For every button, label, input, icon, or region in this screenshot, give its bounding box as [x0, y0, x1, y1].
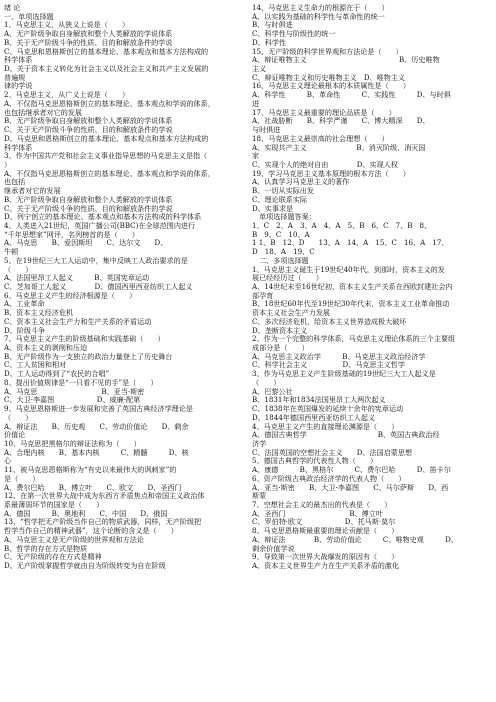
text-line: 成部分是（ ） [252, 344, 309, 353]
text-line: 科学体系 [4, 143, 33, 152]
text-line: 13、“哲学把无产阶级当作自己的物质武器，同样，无产阶级把 [4, 518, 202, 527]
text-line: 系最薄弱环节的国家是（ ） [4, 500, 104, 509]
text-line: A、马克思主义政治学 B、马克思主义政治经济学 [252, 352, 426, 361]
text-line: 8、马克思恩格斯最重要的理论贡献是（ ） [252, 527, 399, 536]
text-line: A、实现共产主义 B、消灭阶级、消灭国 [252, 143, 426, 152]
text-line: 普遍规 [4, 73, 26, 82]
text-line: 一、单项选择题 [4, 12, 54, 21]
text-line: D、无产阶级掌握哲学就由自为阶级转变为自在阶级 [4, 562, 166, 570]
text-line: 进 [252, 99, 260, 108]
text-line: B、无产阶级作为一支独立的政治力量登上了历史舞台 [4, 352, 173, 361]
text-line: 绪 论 [4, 4, 21, 12]
text-line: 7、马克思主义产生的阶级基础和实践基础（ ） [4, 335, 165, 344]
text-line: C、实现个人的绝对自由 D、实现人权 [252, 160, 398, 169]
text-line: 6、马克思主义产生的经济根源是（ ） [4, 291, 137, 300]
text-line: C、罗伯特·欧文 D、托马斯·莫尔 [252, 518, 396, 527]
text-line: 9、导致第一次世界大战爆发的原因有（ ） [252, 553, 399, 562]
text-line: 5、在19世纪三大工人运动中，集中反映工人政治要求的是 [4, 256, 188, 265]
text-line: B、无产阶级争取自身解放和整个人类解放的学说体系 [4, 117, 173, 126]
text-line: （ ） [4, 265, 33, 274]
text-line: 是（ ） [4, 474, 40, 483]
text-line: （ ） [252, 378, 281, 387]
text-line: A、无产阶级争取自身解放和整个人类解放的学说体系 [4, 30, 173, 39]
text-line: C、关于无产阶级斗争的性质、目的和解放条件的学说 [4, 126, 173, 135]
text-line: 7、空想社会主义的最杰出的代表是（ ） [252, 500, 392, 509]
right-text-column [252, 4, 484, 571]
text-line: 5、德国古典哲学的代表性人物（ ） [252, 457, 378, 466]
text-line: 1、马克思主义，从狭义上说是（ ） [4, 21, 130, 30]
text-line: 继承者对它的发展 [4, 187, 61, 196]
text-line: C、资本主义社会生产力和生产关系的矛盾运动 [4, 317, 152, 326]
text-line: 1、C 2、A 3、A 4、A 5、B 6、C 7、B 8、 [252, 221, 432, 230]
text-line: 二、多项选择题 [252, 256, 309, 265]
text-line: C、法国英国的空想社会主义 D、法国启蒙思想 [252, 448, 413, 457]
text-line: 9、马克思恩格斯进一步发展和完善了英国古典经济学理论是 [4, 405, 193, 414]
text-line: B、18世纪60年代至19世纪30年代末，资本主义工业革命推动 [252, 300, 450, 309]
text-line: A、不仅指马克思恩格斯创立的基本理论、基本观点和学说的体系， [4, 99, 215, 108]
text-line: A、圣西门 B、傅立叶 [252, 509, 383, 518]
text-line: 4、马克思主义产生的直接理论渊源是（ ） [252, 422, 399, 431]
text-line: A、辩证唯物主义 B、历史唯物 [252, 56, 440, 65]
text-line: 3、作为马克思主义产生阶级基础的19世纪三大工人起义是 [252, 370, 436, 379]
text-line: A、不仅指马克思恩格斯创立的基本理论、基本观点和学说的体系， [4, 169, 215, 178]
text-line: 展已经经历过（ ） [252, 274, 323, 283]
left-text-column [4, 4, 236, 571]
text-line: D、科学性 [252, 38, 287, 47]
text-line: D、列宁创立的基本理论、基本观点和基本方法构成的科学体系 [4, 213, 202, 222]
text-line: A、马克思 B、爱因斯坦 C、达尔文 D、 [4, 239, 168, 248]
text-line: A、以实践为基础的科学性与革命性的统一 [252, 12, 385, 21]
text-line: A、资本主义的剥削和压迫 [4, 344, 88, 353]
text-line: 14、马克思主义生命力的根源在于（ ） [252, 4, 389, 12]
text-line: C、科学性与阶级性的统一 [252, 30, 336, 39]
text-line: 部孕育 [252, 291, 274, 300]
text-line: D 18、A 19、C [252, 248, 315, 257]
text-line: 资本主义社会生产力发展 [252, 309, 331, 318]
text-line: C、理论联系实际 [252, 195, 308, 204]
text-line: C、芝加哥工人起义 D、德国西里西亚纺织工人起义 [4, 283, 193, 291]
text-line: C、无产阶级的存在方式是精神 [4, 553, 102, 562]
text-line: 12、在第一次世界大战中成为东西方矛盾焦点和帝国主义政治体 [4, 492, 205, 501]
text-line: C、关于无产阶级斗争的性质、目的和解放条件的学说 [4, 204, 173, 213]
text-line: A、康德 B、黑格尔 C、费尔巴哈 D、笛卡尔 [252, 466, 451, 475]
text-line: 15、无产阶级的科学世界观和方法论是（ ） [252, 47, 403, 56]
text-line: 斯蒙 [252, 492, 267, 501]
text-line: D、关于资本主义转化为社会主义以及社会主义和共产主义发展的 [4, 65, 209, 74]
text-line: B、与时俱进 [252, 21, 293, 30]
text-line: 10、马克思把黑格尔的辩证法称为（ ） [4, 439, 141, 448]
text-line: C、工人贫困和相对 [4, 361, 67, 370]
text-line: A、合理内核 B、基本内核 C、精髓 D、核 [4, 448, 189, 457]
text-line: 8、提出价值规律是“一只看不见的手”是（ ） [4, 378, 158, 387]
text-line: D、实事求是 [252, 204, 294, 213]
text-line: “千年思想家”网评，名列榜首的是（ ） [4, 230, 139, 239]
text-line: D、1844年德国西里西亚纺织工人起义 [252, 413, 376, 422]
text-line: A、法国里昂工人起义 B、英国宪章运动 [4, 274, 150, 283]
text-line: 3、作为中国共产党和社会主义事业指导思想的马克思主义是指（ [4, 152, 208, 161]
text-line: D、工人运动得到了“农民的合唱” [4, 370, 110, 379]
text-line: C、辩证唯物主义和历史唯物主义 D、唯物主义 [252, 73, 405, 82]
text-line: 1 1、B 12、D 13、A 14、A 15、C 16、A 17、 [252, 239, 449, 248]
text-line: B、关于无产阶级斗争的性质、目的和解放条件的学说 [4, 38, 173, 47]
text-line: C、1838年在英国爆发的延续十余年的宪章运动 [252, 405, 404, 414]
text-line: ） [4, 160, 12, 169]
text-line: （ ） [4, 413, 33, 422]
text-line: A、德国古典哲学 B、英国古典政治经 [252, 431, 440, 440]
text-line: 单项选择题答案： [252, 213, 316, 222]
text-line: A、社战胁断 B、科学严谨 C、博大精深 D、 [252, 117, 430, 126]
text-line: A、资本主义世界生产力在生产关系矛盾的激化 [252, 562, 399, 570]
text-line: C、大卫·李嘉图 D、威廉·配第 [4, 396, 141, 405]
text-line: 科学体系 [4, 56, 33, 65]
text-line: 2、马克思主义，从广义上说是（ ） [4, 91, 130, 100]
text-line: 6、资产阶级古典政治经济学的代表人物（ ） [252, 474, 406, 483]
text-line: 19、学习马克思主义基本原理的根本方法（ ） [252, 169, 410, 178]
text-line: 剩余价值学说 [252, 544, 295, 553]
text-line: A、费尔巴哈 B、傅立叶 C、欧文 D、圣西门 [4, 483, 182, 492]
text-line: B 9、C 10、A [252, 230, 310, 239]
text-line: 1、马克思主义诞生于19世纪40年代，到那时，资本主义的发 [252, 265, 445, 274]
text-line: 家 [252, 152, 260, 161]
text-line: 2、作为一个完整的科学体系，马克思主义理论体系的三个主要组 [252, 335, 456, 344]
text-line: A、巴黎公社 [252, 387, 293, 396]
text-line: B、一切从实际出发 [252, 187, 314, 196]
text-line: B、资本主义经济危机 [4, 309, 74, 318]
text-line: 律的学说 [4, 82, 33, 91]
text-line: 主义 [252, 65, 267, 74]
text-line: 也包括 [4, 178, 26, 187]
text-line: 4、人类进入21世纪，英国广播公司(BBC)在全球范围内进行 [4, 221, 196, 230]
text-line: C、科学社会主义 D、马克思主义哲学 [252, 361, 405, 370]
text-line: A、辩证法 B、历史观 C、劳动价值论 D、剩余 [4, 422, 189, 431]
text-line: A、马克思 B、亚当·斯密 [4, 387, 145, 396]
text-line: A、14世纪末至16世纪初，资本主义生产关系在西欧封建社会内 [252, 283, 453, 291]
text-line: 牛顿 [4, 248, 19, 257]
text-line: D、阶级斗争 [4, 326, 46, 335]
text-line: B、1831年和1834法国里昂工人两次起义 [252, 396, 386, 405]
text-line: 济学 [252, 439, 267, 448]
text-line: 与时俱进 [252, 126, 281, 135]
text-line: C、马克思和恩格斯创立的基本理论、基本观点和基本方法构成的 [4, 47, 209, 56]
text-line: B、无产阶级争取自身解放和整个人类解放的学说体系 [4, 195, 173, 204]
text-line: 也包括继承者对它的发展 [4, 108, 83, 117]
text-line: A、辩证法 B、劳动价值论 C、唯物史观 D、 [252, 535, 458, 544]
text-line: A、工业革命 [4, 300, 45, 309]
text-line: 18、马克思主义最崇高的社会理想（ ） [252, 134, 389, 143]
text-line: A、认真学习马克思主义的著作 [252, 178, 350, 187]
text-line: 心 [4, 457, 12, 466]
text-line: D、马克思和恩格斯创立的基本理论、基本观点和基本方法构成的 [4, 134, 209, 143]
text-line: A、科学性 B、革命性 C、实践性 D、与时俱 [252, 91, 451, 100]
text-line: 11、被马克思恩格斯称为“有史以来最伟大的讽刺家”的 [4, 466, 177, 475]
text-line: B、哲学的存在方式是物质 [4, 544, 88, 553]
text-line: 17、马克思主义最重要的理论品质是（ ） [252, 108, 396, 117]
text-line: 价值论 [4, 431, 26, 440]
text-line: 16、马克思主义理论最根本的本质属性是（ ） [252, 82, 410, 91]
text-line: C、多次经济危机，给资本主义世界造成极大破坏 [252, 317, 407, 326]
text-line: A、德国 B、奥地利 C、中国 D、俄国 [4, 509, 168, 518]
text-line: A、马克思主义是无产阶级的世界观和方法论 [4, 535, 144, 544]
text-line: D、垄断资本主义 [252, 326, 308, 335]
text-line: 哲学当作自己的精神武器”，这个论断的含义是（ ） [4, 527, 178, 536]
text-line: A、亚当·斯密 B、大卫·李嘉图 C、马尔萨斯 D、西 [252, 483, 449, 492]
